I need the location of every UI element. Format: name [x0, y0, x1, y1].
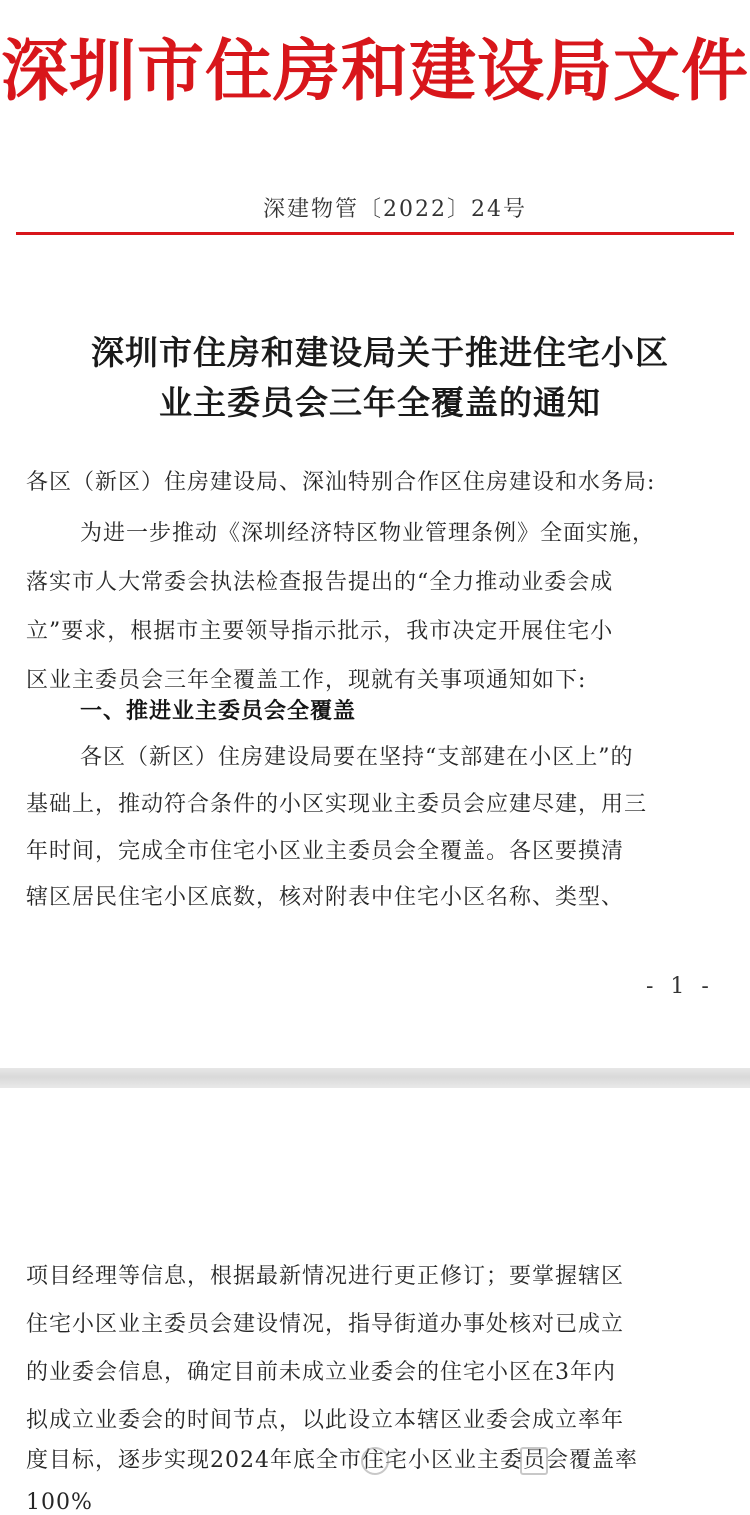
page-separator — [0, 1068, 750, 1088]
document-number: 深建物管〔2022〕24号 — [263, 197, 527, 222]
page2-paragraph-line: 住宅小区业主委员会建设情况，指导街道办事处核对已成立 — [26, 1312, 625, 1337]
red-divider-line — [16, 232, 734, 235]
document-title-line-1: 深圳市住房和建设局关于推进住宅小区 — [91, 333, 669, 372]
intro-paragraph-line: 区业主委员会三年全覆盖工作，现就有关事项通知如下: — [26, 668, 587, 693]
document-page-2 — [0, 1088, 750, 1500]
page2-paragraph-line: 项目经理等信息，根据最新情况进行更正修订；要掌握辖区 — [26, 1264, 625, 1289]
page2-paragraph-line: 的业委会信息，确定目前未成立业委会的住宅小区在3年内 — [26, 1360, 616, 1385]
document-title-line-2: 业主委员会三年全覆盖的通知 — [159, 383, 601, 422]
intro-paragraph-line: 立”要求，根据市主要领导指示批示，我市决定开展住宅小 — [26, 619, 614, 644]
agency-header: 深圳市住房和建设局文件 — [1, 32, 749, 110]
watermark-square-icon — [520, 1447, 548, 1475]
document-title — [0, 328, 750, 428]
section-paragraph-line: 年时间，完成全市住宅小区业主委员会全覆盖。各区要摸清 — [26, 839, 625, 864]
section-paragraph-line: 辖区居民住宅小区底数，核对附表中住宅小区名称、类型、 — [26, 885, 625, 910]
intro-paragraph-line: 为进一步推动《深圳经济特区物业管理条例》全面实施， — [80, 521, 656, 546]
page2-paragraph-line: 度目标，逐步实现2024年底全市住宅小区业主委员会覆盖率 — [26, 1448, 638, 1473]
section-heading: 一、推进业主委员会全覆盖 — [80, 699, 357, 724]
section-paragraph-line: 各区（新区）住房建设局要在坚持“支部建在小区上”的 — [80, 745, 634, 770]
page2-paragraph-line: 100% — [26, 1490, 93, 1515]
section-paragraph-line: 基础上，推动符合条件的小区实现业主委员会应建尽建，用三 — [26, 792, 648, 817]
page2-paragraph-line: 拟成立业委会的时间节点，以此设立本辖区业委会成立率年 — [26, 1408, 625, 1433]
addressee-line: 各区（新区）住房建设局、深汕特别合作区住房建设和水务局: — [26, 470, 656, 495]
page-number: - 1 - — [646, 974, 714, 999]
intro-paragraph-line: 落实市人大常委会执法检查报告提出的“全力推动业委会成 — [26, 570, 614, 595]
watermark-circle-icon — [361, 1447, 389, 1475]
